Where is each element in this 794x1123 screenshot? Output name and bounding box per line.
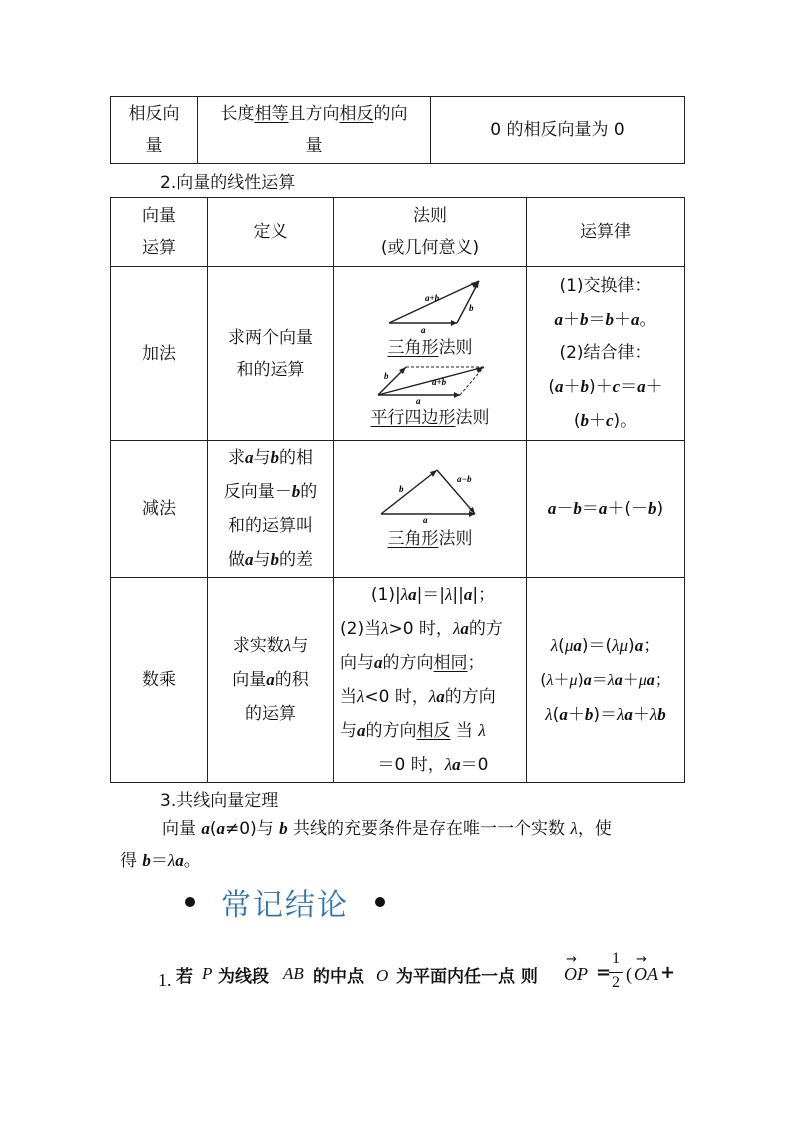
table-row-scalar (111, 578, 685, 783)
vector-arrow-icon: → (566, 952, 577, 967)
scalar-name: 数乘 (111, 578, 208, 783)
triangle-rule-label: 三角形法则 (387, 337, 473, 358)
svg-text:a: a (421, 324, 426, 335)
subtraction-name: 减法 (111, 441, 208, 578)
section-3-title: 3.共线向量定理 (160, 791, 279, 811)
scalar-rule: (1)|λa|＝|λ||a|； (2)当λ>0 时，λa的方 向与a的方向相同； 当λ<0 时，λa的方向 与a的方向相反 当 λ ＝0 时，λa＝0 (334, 578, 527, 783)
svg-text:a−b: a−b (457, 474, 472, 484)
header-law: 运算律 (527, 198, 685, 267)
fraction-bar (609, 972, 623, 973)
common-conclusions-banner (185, 876, 385, 928)
bullet-dot-icon (375, 897, 385, 907)
banner-title: 常记结论 (221, 888, 349, 923)
collinear-theorem: 向量 a(a≠0)与 b 共线的充要条件是存在唯一一个实数 λ，使 (162, 819, 612, 839)
parallelogram-rule-figure (372, 361, 488, 405)
table-header-row (111, 198, 685, 267)
table-row-subtraction (111, 441, 685, 578)
section-2-title: 2.向量的线性运算 (160, 173, 296, 193)
addition-name: 加法 (111, 267, 208, 441)
header-definition: 定义 (208, 198, 334, 267)
scalar-law: λ(μa)＝(λμ)a； (λ＋μ)a＝λa＋μa； λ(a＋b)＝λa＋λb (527, 578, 685, 783)
parallelogram-rule-label: 平行四边形法则 (370, 407, 490, 428)
addition-rule (334, 267, 527, 441)
scalar-definition: 求实数λ与 向量a的积 的运算 (208, 578, 334, 783)
opposite-vector-table (110, 96, 685, 164)
triangle-rule-figure (375, 277, 485, 335)
svg-text:a+b: a+b (425, 292, 440, 303)
collinear-theorem-line2: 得 b＝λa。 (120, 851, 201, 871)
opposite-vector-remark-cell: 0 的相反向量为 0 (431, 97, 685, 164)
subtraction-rule-label: 三角形法则 (387, 529, 473, 549)
svg-text:a+b: a+b (432, 376, 447, 387)
addition-law: (1)交换律： a＋b＝b＋a。 (2)结合律： (a＋b)＋c＝a＋ (b＋c)。 (527, 267, 685, 441)
subtraction-triangle-figure (375, 464, 485, 524)
table-row-addition (111, 267, 685, 441)
subtraction-rule (334, 441, 527, 578)
svg-text:b: b (469, 302, 474, 313)
linear-operations-table (110, 197, 685, 783)
svg-text:a: a (416, 395, 421, 405)
subtraction-law: a－b＝a＋(－b) (527, 441, 685, 578)
vector-arrow-icon: → (636, 952, 647, 967)
svg-text:a: a (423, 515, 428, 524)
bullet-dot-icon (185, 897, 195, 907)
svg-text:b: b (384, 370, 389, 381)
subtraction-definition: 求a与b的相 反向量－b的 和的运算叫 做a与b的差 (208, 441, 334, 578)
conclusion-1: 1. 若 P 为线段 AB 的中点 O 为平面内任一点 则 → OP = 1 2 ( → OA + (158, 950, 676, 991)
table-row (111, 97, 685, 164)
opposite-vector-definition-cell: 长度相等且方向相反的向 量 (198, 97, 431, 164)
header-rule: 法则 (或几何意义) (334, 198, 527, 267)
header-operation: 向量 运算 (111, 198, 208, 267)
opposite-vector-name-cell: 相反向 量 (111, 97, 198, 164)
svg-text:b: b (399, 484, 404, 494)
addition-definition: 求两个向量 和的运算 (208, 267, 334, 441)
